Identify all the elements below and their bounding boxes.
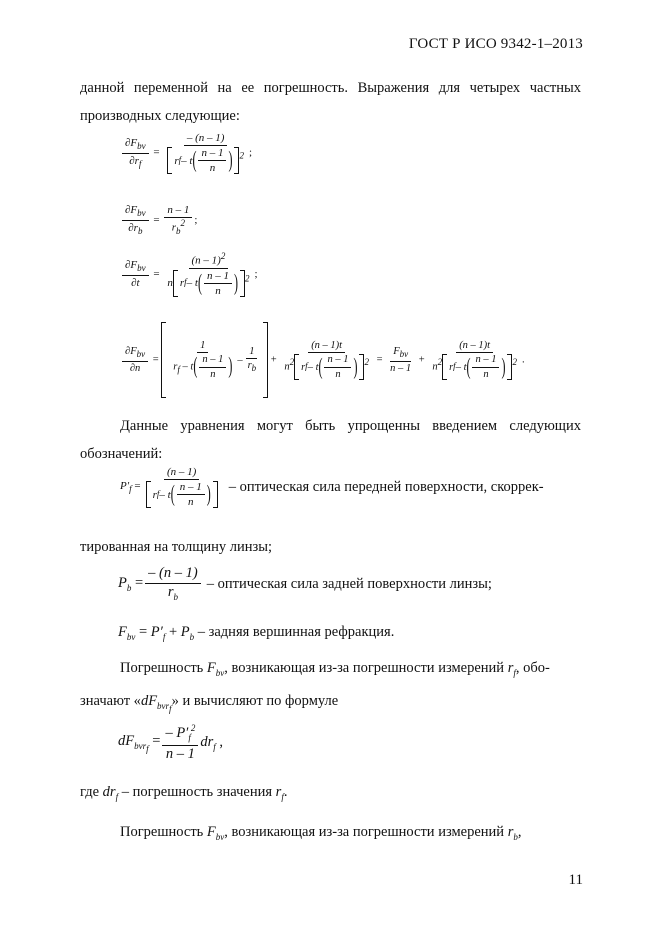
equation-dF-dn: $\frac{\partial F_{bv}}{\partial n}$ = 1 $r_f - t$( $\frac{n - 1}{n}$ ) – $\frac{1}{r_b}$ + (n – 1)t $n^2$ r f – t ( $\frac{n - 1}{n}$ ) $^2$ = $\frac{F_{bv}}{n - 1}$ + (n – 1)t $n^2$ r f – t ( $\frac{n - 1}{n}$ ) $^2$ . [120,322,525,398]
definition-Pb-text: – оптическая сила задней поверхности линзы; [206,575,492,592]
text-fragment: , обо- [515,660,550,676]
text-fragment: , [517,824,522,840]
definition-Pf: $P'_f$ = (n – 1) r f – t ( $\frac{n - 1}{n}$ ) – оптическая сила передней поверхности, скоррек- [120,466,544,509]
symbol-drf: $dr_f$ [102,784,119,802]
page-number: 11 [568,872,583,888]
formula-dFbvrf: $dF_{bvr_f}$ = $\frac{- P'_f^2}{n - 1}$ $dr_f$ , [118,723,224,762]
symbol-rb: $r_b$ [507,824,518,842]
text-fragment: где [80,784,103,800]
text-fragment: , возникающая из-за погрешности измерений [224,660,508,676]
symbol-rf: $r_f$ [507,660,516,678]
text-fragment: » и вычисляют по формуле [171,692,339,709]
equation-dF-drb: $\frac{\partial F_{bv}}{\partial r_b}$ = $\frac{n - 1}{r_b^2}$ ; [120,204,197,237]
text-fragment: , возникающая из-за погрешности измерений [224,824,508,840]
equation-dF-drf: $\frac{\partial F_{bv}}{\partial r_f}$ = – (n – 1) r f – t ( $\frac{n - 1}{n}$ ) $^2$ ; [120,132,252,174]
definition-Fbv: $F_{bv} = P'_f + P_b$ – задняя вершинная рефракция. [118,624,395,642]
document-header-code: ГОСТ Р ИСО 9342-1–2013 [408,36,583,52]
paragraph-simplify: Данные уравнения могут быть упрощенны введением следующих обозначений: [80,418,581,462]
text-fragment: значают « [80,692,141,709]
definition-Pf-text: – оптическая сила передней поверхности, скоррек- [228,478,544,495]
text-fragment: – погрешность значения [118,784,276,800]
text-fragment: Погрешность [120,660,207,676]
paragraph-error-rf [80,654,581,723]
paragraph-error-rb [80,818,581,851]
symbol-Fbv: $F_{bv}$ [206,660,225,678]
equation-dF-dt: $\frac{\partial F_{bv}}{\partial t}$ = (n – 1)$^2$ n r f – t ( $\frac{n - 1}{n}$ ) $^2$ ; [120,252,258,297]
symbol-rf: $r_f$ [275,784,284,802]
symbol-Fbv: $F_{bv}$ [206,824,225,842]
definition-Pb: $P_b$ = $\frac{- (n - 1)}{r_b}$ – оптическая сила задней поверхности линзы; [118,565,492,602]
paragraph-where: где $dr_f$ – погрешность значения $r_f$. [80,784,288,802]
text-fragment: Погрешность [120,824,207,840]
paragraph-intro: данной переменной на ее погрешность. Выражения для четырех частных производных следующие: [80,80,581,124]
symbol-dFbvrf: $dF_{bvr_f}$ [140,692,172,714]
paragraph-thickness: тированная на толщину линзы; [80,539,273,555]
definition-Fbv-text: – задняя вершинная рефракция. [197,624,395,640]
